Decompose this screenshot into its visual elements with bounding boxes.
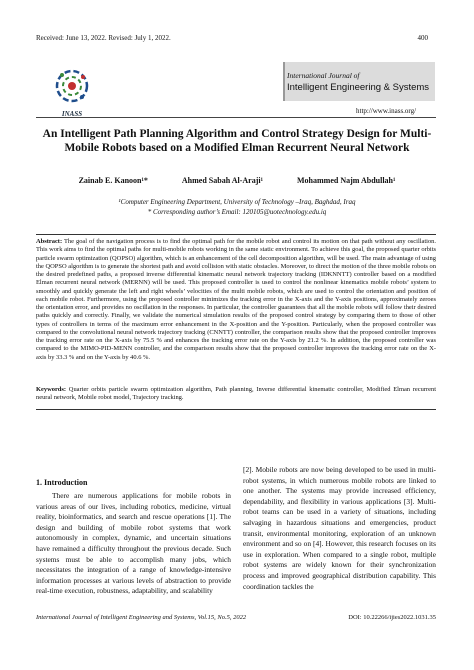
abstract-top-rule <box>36 234 436 235</box>
keywords-label: Keywords: <box>36 386 67 393</box>
abstract <box>36 238 436 362</box>
author-list <box>36 176 438 185</box>
journal-title-line2: Intelligent Engineering & Systems <box>287 82 430 93</box>
header-divider <box>36 117 436 118</box>
author-1: Zainab E. Kanoon¹* <box>78 176 148 185</box>
logo-text: INASS <box>61 110 83 118</box>
affiliation-block <box>36 197 438 217</box>
journal-logo <box>52 66 92 114</box>
abstract-bottom-rule <box>36 409 436 410</box>
abstract-text: The goal of the navigation process is to find the optimal path for the mobile robot and control its motion on that path without any oscillation. This work aims to find the optimal paths for multi-mobile robots working in the same static environment. To achieve this goal, the proposed quarter orbits particle swarm optimization (QOPSO) algorithm, which is an enhancement of the cell decomposition algorithm, will be used. The main advantage of using the QOPSO algorithm is to generate the shortest path and avoid collision with static obstacles. Moreover, to direct the motion of the three mobile robots on the desired predefined paths, a proposed inverse differential kinematic neural network trajectory tracking (IDKNNTT) controller based on a modified Elman recurrent neural network (MERNN) will be used. This proposed controller is used to control the nonlinear kinematics mobile robots’ system to smoothly and quickly generate the left and right wheels’ velocities of the multi mobile robots, which are used to control the orientation and position of each mobile robot. Furthermore, using the proposed controller minimizes the tracking error in the X-axis and the Y-axis positions, approximately zeroes the orientation error, and provides no oscillation in the responses. In particular, the controller guarantees that all the mobile robots will follow their desired paths quickly and correctly. Finally, we validate the numerical simulation results of the proposed control strategy by comparing them to those of other types of controllers in terms of the maximum error enhancement in the X-position and the Y-position. Particularly, when the proposed controller was compared to the convolutional neural network trajectory tracking (CNNTT) controller, the comparison results show that the proposed controller improves the tracking error rate on the X-axis by 75.5 % and enhances the tracking error rate on the Y-axis by 21.2 %. In addition, the proposed controller was compared to the MIMO-PID-MENN controller, and the comparison results show that the proposed controller improves the tracking error rate on the X-axis by 33.3 % and on the Y-axis by 40.6 %. <box>36 238 436 361</box>
intro-column-left: There are numerous applications for mobile robots in various areas of our lives, including robotics, medicine, virtual reality, bioinformatics, and search and rescue operations [1]. The design and building of mobile robot systems that work autonomously in complex, dynamic, and uncertain situations have remained a difficulty throughout the previous decade. Such systems must be able to accomplish many jobs, which necessitates the integration of a range of knowledge-intensive information processes at various levels of abstraction to provide real-time execution, robustness, adaptability, and scalability <box>36 491 231 596</box>
author-3: Mohammed Najm Abdullah¹ <box>296 176 396 185</box>
article-title: An Intelligent Path Planning Algorithm and Control Strategy Design for Multi-Mobile Robots based on a Modified Elman Recurrent Neural Network <box>42 128 432 154</box>
abstract-label: Abstract: <box>36 238 63 245</box>
keywords <box>36 386 436 403</box>
journal-url[interactable]: http://www.inass.org/ <box>356 107 417 115</box>
footer-journal: International Journal of Intelligent Engineering and Systems, Vol.15, No.5, 2022 <box>36 614 247 621</box>
journal-title-line1: International Journal of <box>287 71 360 80</box>
corresponding-email: * Corresponding author’s Email: 120105@uotechnology.edu.iq <box>147 208 327 216</box>
footer-doi[interactable]: DOI: 10.22266/ijies2022.1031.35 <box>348 614 436 621</box>
intro-column-right: [2]. Mobile robots are now being developed to be used in multi-robot systems, in which numerous mobile robots are linked to one another. The systems may provide increased efficiency, dependability, and flexibility in various applications [3]. Multi-robot teams can be used in a variety of situations, including salvaging in hazardous situations and emergencies, product transit, environmental monitoring, exploration of an unknown environment and so on [4]. However, this research focuses on its use in exploration. When compared to a single robot, multiple robot systems are widely known for their synchronization process and improved geographical distribution capability. This coordination tackles the <box>243 465 436 591</box>
author-2: Ahmed Sabah Al-Araji¹ <box>181 176 263 185</box>
page-number: 400 <box>417 34 428 42</box>
received-date: Received: June 13, 2022. Revised: July 1, 2022. <box>36 34 171 42</box>
keywords-text: Quarter orbits particle swarm optimization algorithm, Path planning, Inverse differential kinematic controller, Modified Elman recurrent neural network, Mobile robot model, Trajectory tracking. <box>36 386 436 402</box>
affiliation: ¹Computer Engineering Department, University of Technology –Iraq, Baghdad, Iraq <box>118 198 356 206</box>
section-heading-introduction: 1. Introduction <box>36 478 88 487</box>
